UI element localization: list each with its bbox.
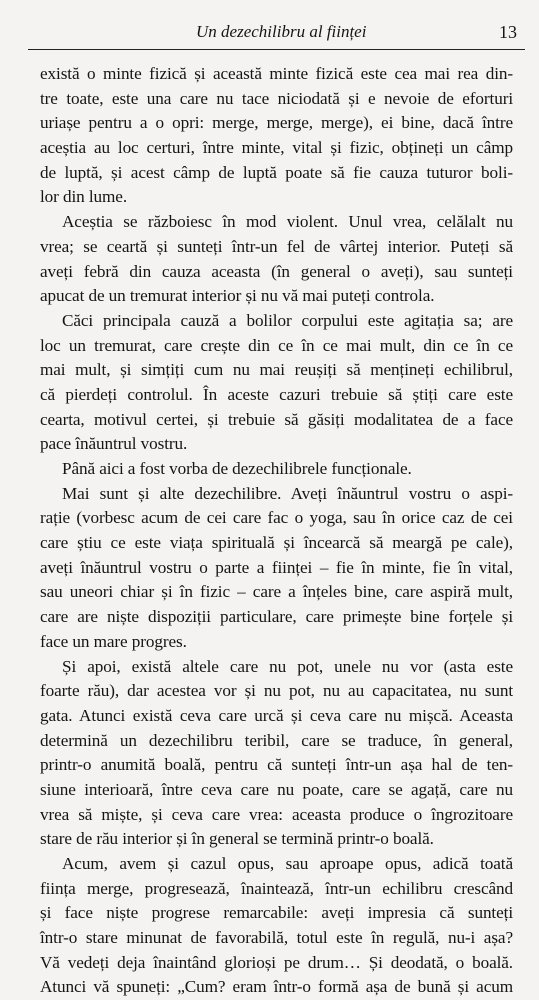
text-line: sau uneori chiar și în fizic – care a înțeles bine, care aspiră mult, [40, 582, 513, 602]
text-line: Căci principala cauză a bolilor corpului este agitația sa; are [62, 310, 513, 330]
text-line: Atunci vă spuneți: „Cum? eram într-o formă așa de bună și acum [40, 977, 513, 997]
text-line: Vă vedeți deja înaintând glorioși pe drum… Și deodată, o boală. [40, 952, 513, 972]
text-line: într-o stare minunat de favorabilă, totul este în regulă, nu-i așa? [40, 928, 513, 948]
text-line: apucat de un tremurat interior și nu vă mai puteți controla. [40, 286, 435, 306]
text-line: determină un dezechilibru teribil, care se traduce, în general, [40, 730, 513, 750]
text-line: rație (vorbesc acum de cei care fac o yoga, sau în orice caz de cei [40, 508, 513, 528]
text-line: foarte rău), dar acestea vor și nu pot, nu au capacitatea, nu sunt [40, 681, 513, 701]
text-line: face un mare progres. [40, 631, 187, 651]
text-line: mai mult, și simțiți cum nu mai reușiți să mențineți echilibrul, [40, 360, 513, 380]
text-line: aveți febră din cauza aceasta (în general o aveți), sau sunteți [40, 261, 513, 281]
text-line: care are niște dispoziții particulare, care primește bine forțele și [40, 607, 513, 627]
text-line: pace înăuntrul vostru. [40, 434, 188, 454]
text-line: gata. Atunci există ceva care urcă și ceva care nu mișcă. Aceasta [40, 705, 513, 725]
text-line: aceștia au loc certuri, între minte, vital și fizic, obțineți un câmp [40, 138, 513, 158]
text-line: printr-o anumită boală, pentru că sunteți într-un așa hal de ten- [40, 755, 513, 775]
text-line: că pierdeți controlul. În aceste cazuri trebuie să știți care este [40, 384, 513, 404]
text-line: Acum, avem și cazul opus, sau aproape opus, adică toată [62, 854, 513, 873]
text-line: stare de rău interior și în general se termină printr-o boală. [40, 829, 434, 849]
page-number: 13 [499, 22, 517, 42]
text-line: siune interioară, între ceva care nu poate, care se agață, care nu [40, 779, 513, 799]
body-text [40, 62, 513, 1000]
text-line: există o minte fizică și această minte fizică este cea mai rea din- [40, 64, 513, 83]
text-line: ființa merge, progresează, înaintează, într-un echilibru crescând [40, 878, 513, 898]
text-line: tre toate, este una care nu tace niciodată și e nevoie de eforturi [40, 88, 513, 108]
text-line: de luptă, și acest câmp de luptă poate să fie cauza tuturor boli- [40, 162, 513, 182]
text-line: cearta, motivul certei, și trebuie să găsiți modalitatea de a face [40, 409, 513, 429]
text-line: vrea; se ceartă și sunteți într-un fel de vârtej interior. Puteți să [40, 236, 513, 256]
text-line: uriașe pentru a o opri: merge, merge, merge), ei bine, dacă între [40, 113, 513, 133]
text-line: vrea să miște, și ceva care vrea: aceasta produce o îngrozitoare [40, 804, 513, 824]
header-rule [28, 49, 525, 50]
page-header [28, 20, 525, 46]
text-line: care știu ce este viața spirituală și încearcă să meargă pe cale), [40, 533, 513, 553]
text-line: Mai sunt și alte dezechilibre. Aveți înăuntrul vostru o aspi- [62, 483, 513, 503]
text-line: aveți înăuntrul vostru o parte a ființei – fie în minte, fie în vital, [40, 557, 513, 577]
text-line: loc un tremurat, care crește din ce în ce mai mult, din ce în ce [40, 335, 513, 355]
text-line: Aceștia se războiesc în mod violent. Unul vrea, celălalt nu [62, 212, 513, 232]
text-line: Până aici a fost vorba de dezechilibrele funcționale. [62, 459, 412, 478]
running-title: Un dezechilibru al ființei [196, 22, 367, 41]
text-line: lor din lume. [40, 187, 128, 207]
text-line: Și apoi, există altele care nu pot, unele nu vor (asta este [62, 656, 513, 676]
text-line: și face niște progrese remarcabile: aveți impresia că sunteți [40, 903, 513, 923]
